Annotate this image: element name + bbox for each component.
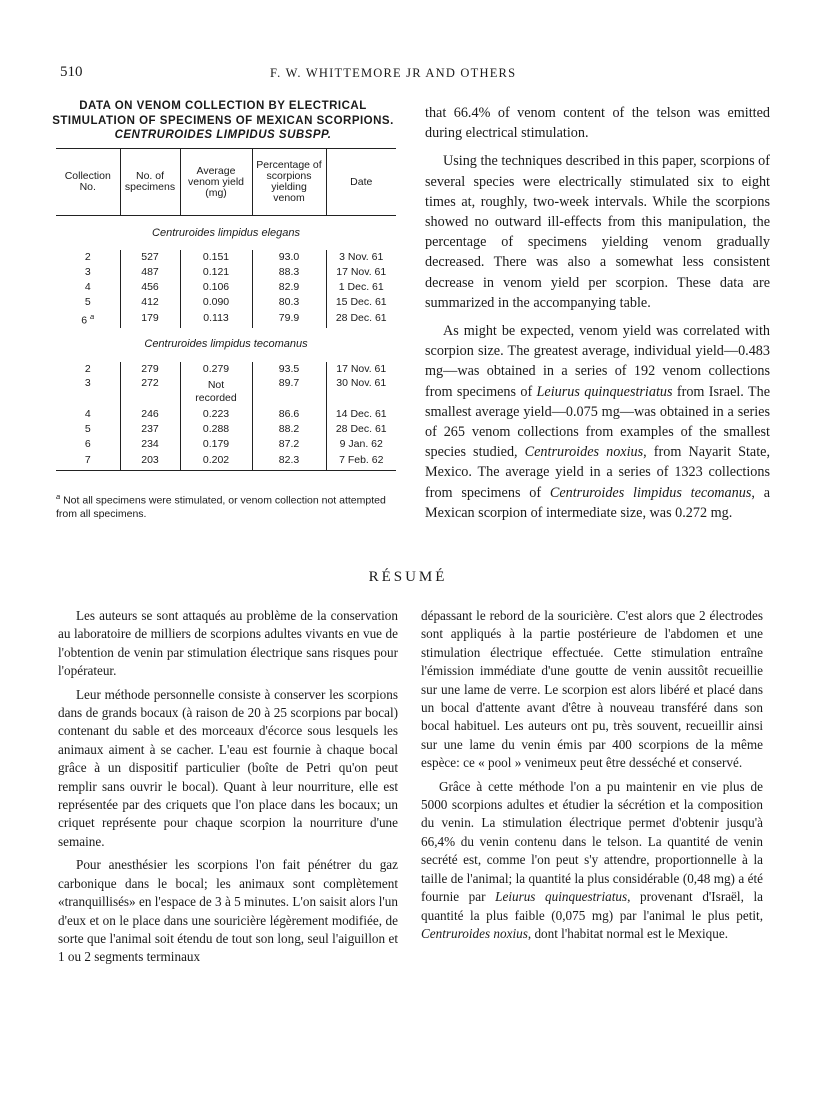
resume-right-column [421, 607, 763, 943]
cell-specimens: 203 [120, 452, 180, 471]
table-row [56, 250, 396, 265]
group-heading-row [56, 216, 396, 251]
column-header: Date [326, 149, 396, 216]
table-caption [50, 99, 396, 143]
group-heading-row [56, 328, 396, 362]
cell-no: 2 [84, 251, 91, 263]
cell-pct: 82.3 [252, 452, 326, 471]
table-row [56, 407, 396, 422]
species-name: Centruroides noxius [524, 444, 644, 461]
cell-specimens: 279 [120, 362, 180, 377]
table-row [56, 265, 396, 280]
cell-yield: 0.202 [180, 452, 252, 471]
cell-pct: 88.3 [252, 265, 326, 280]
table-footnote [56, 490, 401, 522]
table-row [56, 437, 396, 452]
page-number: 510 [60, 64, 83, 80]
cell-specimens: 237 [120, 422, 180, 437]
paragraph: Leur méthode personnelle consiste à conserver les scorpions dans de grands bocaux (à raison de 20 à 25 scorpions par bocal) contenant du sable et des morceaux d'écorce sous lesquels les animaux aiment à se cacher. L'eau est fournie à chaque bocal grâce à un dispositif particulier (boîte de Petri qu'on peut remplir sans ouvrir le bocal). Quant à leur nourriture, elle est représentée par des criquets que l'on place dans les bocaux; un criquet représente pour chaque scorpion la nourriture d'une semaine. [58, 686, 398, 849]
paragraph: Pour anesthésier les scorpions l'on fait pénétrer du gaz carbonique dans le bocal; les animaux sont complètement «tranquillisés» en l'espace de 3 à 5 minutes. L'on saisit alors l'un d'eux et on le place dans une souricière légèrement modifiée, de sorte que l'animal soit étendu de tout son long, seul l'aiguillon et 1 ou 2 segments terminaux [58, 857, 398, 965]
cell-date: 3 Nov. 61 [326, 250, 396, 265]
paragraph: Using the techniques described in this paper, scorpions of several species were electrically stimulated six to eight times at, roughly, two-week intervals. While the scorpions showed no outward ill-effects from this manipulation, the percentage of specimens yielding venom gradually decreased. There was also a somewhat less consistent decrease in venom yield per scorpion. These data are summarized in the accompanying table. [425, 153, 770, 311]
cell-specimens: 179 [120, 310, 180, 328]
cell-specimens: 487 [120, 265, 180, 280]
cell-date: 1 Dec. 61 [326, 280, 396, 295]
cell-yield: 0.106 [180, 280, 252, 295]
cell-date: 17 Nov. 61 [326, 362, 396, 377]
column-header: No. of specimens [120, 149, 180, 216]
cell-pct: 89.7 [252, 377, 326, 407]
species-name: Leiurus quinquestriatus [495, 889, 628, 905]
table-header-row [56, 149, 396, 216]
paragraph: that 66.4% of venom content of the telson was emitted during electrical stimulation. [425, 105, 770, 142]
cell-yield: 0.090 [180, 295, 252, 310]
table-row [56, 280, 396, 295]
text-run: , from Nayarit State, Mexico. The average yield in a series of 1323 collections from specimens of [425, 444, 770, 501]
cell-date: 9 Jan. 62 [326, 437, 396, 452]
cell-pct: 79.9 [252, 310, 326, 328]
cell-no: 5 [84, 422, 91, 435]
cell-specimens: 527 [120, 250, 180, 265]
footnote-text: Not all specimens were stimulated, or venom collection not attempted from all specimens. [56, 494, 386, 520]
column-header: Average venom yield (mg) [180, 149, 252, 216]
paragraph [421, 778, 763, 944]
cell-yield: 0.113 [180, 310, 252, 328]
table-row [56, 362, 396, 377]
cell-no: 3 [84, 376, 91, 389]
footnote-mark: a [90, 312, 95, 321]
cell-pct: 88.2 [252, 422, 326, 437]
cell-no: 2 [84, 362, 91, 375]
column-header: Percentage of scorpions yielding venom [252, 149, 326, 216]
group-heading: Centruroides limpidus tecomanus [144, 338, 308, 350]
group-heading: Centruroides limpidus elegans [152, 226, 300, 239]
table-row [56, 295, 396, 310]
cell-date: 30 Nov. 61 [326, 377, 396, 407]
column-header: Collection No. [56, 149, 120, 216]
footnote-mark: a [56, 492, 61, 501]
species-name: Centruroides limpidus tecomanus [549, 484, 752, 501]
text-run: , dont l'habitat normal est le Mexique. [527, 925, 728, 941]
cell-no: 4 [84, 281, 91, 293]
cell-yield: 0.279 [180, 362, 252, 377]
cell-date: 7 Feb. 62 [326, 452, 396, 471]
paragraph: dépassant le rebord de la souricière. C'est alors que 2 électrodes sont appliqués à la partie postérieure de l'abdomen et une stimulation électrique effectuée. Cette stimulation entraîne l'émission immédiate d'une goutte de venin aussitôt recueillie sur une lame de verre. Le scorpion est alors libéré et placé dans un bocal d'attente avant d'être à nouveau transféré dans son bocal habituel. Les auteurs ont pu, très souvent, recueillir ainsi sur une lame du venin émis par 400 scorpions de la même espèce: ce « pool » venimeux peut être desséché et conservé. [421, 608, 763, 771]
species-name: Centruroides noxius [421, 925, 528, 941]
cell-no-value: 6 [81, 314, 88, 327]
cell-specimens: 412 [120, 295, 180, 310]
cell-date: 14 Dec. 61 [326, 407, 396, 422]
cell-pct: 82.9 [252, 280, 326, 295]
cell-date: 17 Nov. 61 [326, 265, 396, 280]
caption-line-3: CENTRUROIDES LIMPIDUS SUBSPP. [114, 129, 332, 141]
cell-specimens: 272 [120, 377, 180, 407]
table-row [56, 377, 396, 407]
cell-no: 7 [56, 452, 120, 471]
cell-no: 3 [84, 266, 91, 278]
cell-pct: 86.6 [252, 407, 326, 422]
cell-pct: 87.2 [252, 437, 326, 452]
caption-line-1: DATA ON VENOM COLLECTION BY ELECTRICAL [79, 100, 367, 112]
species-name: Leiurus quinquestriatus [536, 383, 673, 400]
resume-left-column [58, 607, 398, 967]
cell-pct: 80.3 [252, 295, 326, 310]
cell-yield: 0.151 [180, 250, 252, 265]
cell-yield: 0.121 [180, 265, 252, 280]
cell-pct: 93.5 [252, 362, 326, 377]
english-text-column [425, 103, 770, 523]
running-title: F. W. WHITTEMORE JR AND OTHERS [270, 66, 517, 80]
text-run: from Israel. The smallest average yield—0.075 mg—was obtained in a series of 265 venom collections from examples of the smallest species studied, [425, 383, 770, 461]
resume-heading: RÉSUMÉ [368, 569, 448, 585]
cell-yield: 0.179 [180, 437, 252, 452]
cell-yield: 0.223 [180, 407, 252, 422]
table-row [56, 310, 396, 328]
cell-specimens: 456 [120, 280, 180, 295]
cell-specimens: 234 [120, 437, 180, 452]
cell-no: 5 [84, 296, 91, 308]
paragraph [425, 321, 770, 523]
cell-yield: 0.288 [180, 422, 252, 437]
text-run: , provenant d'Israël, la quantité la plus faible (0,075 mg) par l'animal le plus petit, [421, 889, 763, 923]
cell-yield: Not recorded [180, 377, 252, 407]
cell-no: 6 [84, 437, 91, 450]
cell-date: 28 Dec. 61 [326, 310, 396, 328]
text-run: , a Mexican scorpion of intermediate size, was 0.272 mg. [425, 484, 770, 521]
table-row [56, 452, 396, 471]
cell-no [56, 310, 120, 328]
caption-line-2: STIMULATION OF SPECIMENS OF MEXICAN SCORPIONS. [52, 114, 394, 127]
cell-pct: 93.0 [252, 250, 326, 265]
text-run: As might be expected, venom yield was correlated with scorpion size. The greatest average, individual yield—0.483 mg—was obtained in a series of 192 venom collections from specimens of [425, 323, 770, 400]
text-run: Grâce à cette méthode l'on a pu maintenir en vie plus de 5000 scorpions adultes et étudier la sécrétion et la composition du venin. La stimulation électrique permet d'obtenir jusqu'à 66,4% du venin contenu dans le telson. La quantité de venin secrété est, comme l'on peut s'y attendre, proportionnelle à la taille de l'animal; la quantité la plus considérable (0,48 mg) a été fournie par [421, 778, 763, 905]
cell-date: 15 Dec. 61 [326, 295, 396, 310]
cell-no: 4 [84, 407, 91, 420]
table-row [56, 422, 396, 437]
venom-table [56, 148, 396, 471]
paragraph: Les auteurs se sont attaqués au problème de la conservation au laboratoire de milliers de scorpions adultes vivants en vue de l'obtention de venin par stimulation électrique sans risques pour l'opérateur. [58, 608, 398, 679]
cell-date: 28 Dec. 61 [326, 422, 396, 437]
cell-specimens: 246 [120, 407, 180, 422]
